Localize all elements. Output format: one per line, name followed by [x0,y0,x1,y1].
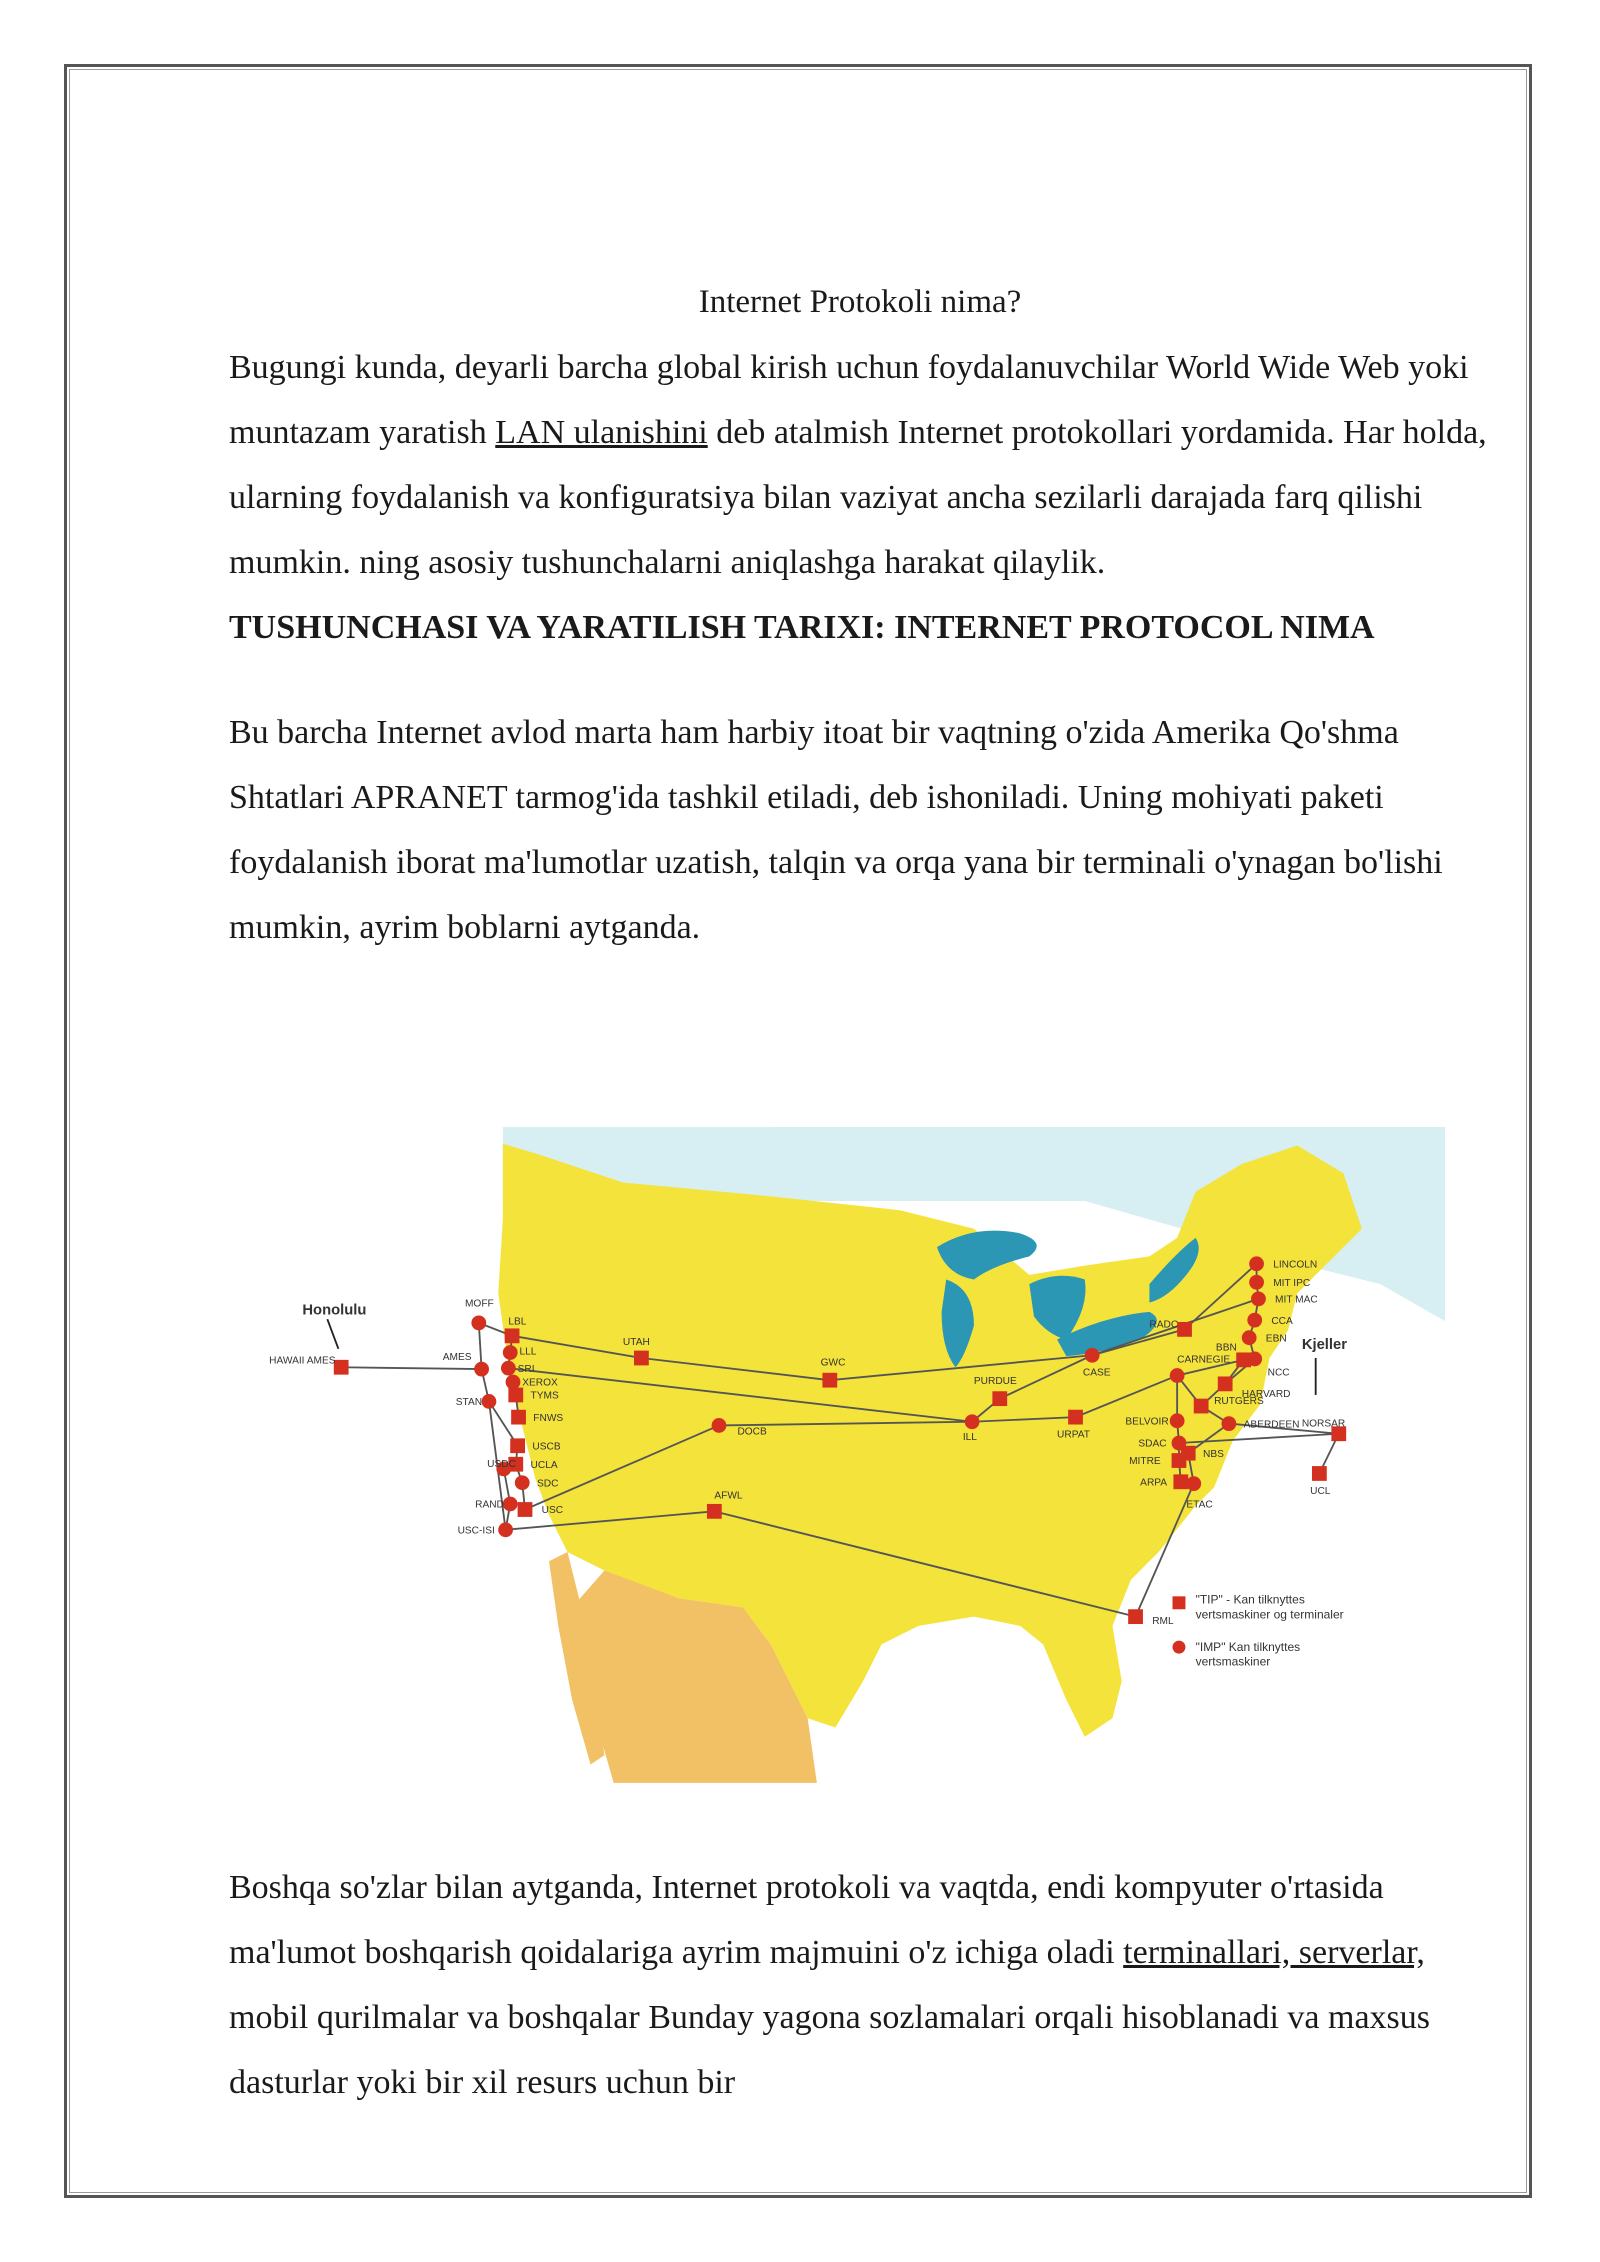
network-node [1221,1416,1236,1431]
node-label: MITRE [1129,1456,1161,1468]
node-label: SDC [537,1478,559,1490]
network-node [1251,1292,1266,1307]
node-label: RUTGERS [1214,1396,1264,1408]
node-label: LINCOLN [1273,1259,1318,1271]
closing-text-start: Boshqa so'zlar bilan aytganda, Internet protokoli va vaqtda, endi kompyuter o'rtasida ma'lumot boshqarish qoidalariga ayrim majmuini o'z ichiga oladi [229,1869,1384,1971]
terminals-servers-link[interactable]: terminallari, serverlar, [1123,1934,1425,1971]
network-node [1170,1413,1185,1428]
node-label: MIT IPC [1273,1277,1311,1289]
history-paragraph: Bu barcha Internet avlod marta ham harbiy itoat bir vaqtning o'zida Amerika Qo'shma Shtatlari APRANET tarmog'ida tashkil etiladi, deb ishoniladi. Uning mohiyati paketi foydalanish iborat ma'lumotlar uzatish, talqin va orqa yana bir terminali o'ynagan bo'lishi mumkin, ayrim boblarni aytganda. [229,714,1443,946]
intro-paragraph [229,335,1499,595]
network-node [1249,1275,1264,1290]
network-node [1177,1322,1192,1337]
page-title: Internet Protokoli nima? [698,284,1022,320]
network-node [510,1438,525,1453]
network-node [498,1522,513,1537]
node-label: MOFF [464,1298,494,1310]
node-label: ABERDEEN [1243,1419,1300,1431]
closing-text-end: mobil qurilmalar va boshqalar Bunday yagona sozlamalari orqali hisoblanadi va maxsus dasturlar yoki bir xil resurs uchun bir [229,1999,1431,2101]
closing-section [229,1855,1499,2115]
legend-imp-label: "IMP" Kan tilknyttes vertsmaskiner [1195,1639,1301,1669]
network-node [822,1373,837,1388]
node-label: TYMS [530,1390,559,1402]
network-node [515,1475,530,1490]
network-node [518,1502,533,1517]
node-label: RADC [1149,1319,1179,1331]
node-label: ILL [962,1432,977,1444]
node-label: HAWAII AMES [269,1355,336,1367]
network-node [992,1391,1007,1406]
closing-paragraph [229,1855,1499,2115]
lan-link[interactable]: LAN ulanishini [495,414,708,451]
legend-tip-label: "TIP" - Kan tilknyttes vertsmaskiner og terminaler [1195,1592,1344,1622]
node-label: UCLA [530,1459,558,1471]
network-node [1128,1609,1143,1624]
network-node [1218,1376,1233,1391]
network-node [707,1504,722,1519]
intro-text-end: deb atalmish Internet protokollari yordamida. Har holda, ularning foydalanish va konfiguratsiya bilan vaziyat ancha sezilarli darajada farq qilishi mumkin. ning asosiy tushunchalarni aniqlashga harakat qilaylik. [229,414,1487,581]
node-label: USCB [532,1441,561,1453]
node-label: SRI [517,1363,535,1375]
node-label: NBS [1202,1448,1224,1460]
network-node [965,1414,980,1429]
node-label: UCL [1310,1485,1331,1497]
node-label: MIT MAC [1275,1294,1318,1306]
network-node [334,1360,349,1375]
node-label: GWC [820,1357,846,1369]
node-label: AFWL [714,1490,743,1502]
network-node [1186,1476,1201,1491]
callout-kjeller: Kjeller [1301,1336,1347,1353]
network-node [1242,1330,1257,1345]
network-node [1173,1474,1188,1489]
legend-tip-square [1173,1596,1186,1609]
node-label: USC-ISI [457,1525,495,1537]
network-node [506,1375,521,1390]
network-link [341,1367,481,1369]
node-label: CCA [1271,1315,1293,1327]
node-label: PURDUE [973,1375,1017,1387]
node-label: HARVARD [1241,1388,1291,1400]
network-node [474,1362,489,1377]
node-label: ETAC [1186,1499,1213,1511]
legend-imp-circle [1173,1641,1186,1654]
network-node [1247,1313,1262,1328]
network-node [471,1316,486,1331]
network-node [503,1345,518,1360]
network-node [1085,1348,1100,1363]
node-label: EBN [1265,1333,1287,1345]
node-label: SDAC [1138,1438,1167,1450]
node-label: STAN [455,1397,483,1409]
network-node [1068,1410,1083,1425]
node-label: CASE [1082,1367,1111,1379]
node-label: CARNEGIE [1177,1354,1231,1366]
network-node [1247,1352,1262,1367]
node-label: NCC [1267,1367,1290,1379]
node-label: XEROX [522,1377,558,1389]
section-heading: TUSHUNCHASI VA YARATILISH TARIXI: INTERNET PROTOCOL NIMA [229,609,1375,646]
node-label: LLL [519,1346,537,1358]
network-node [503,1497,518,1512]
callout-honolulu: Honolulu [302,1302,367,1319]
node-label: DOCB [737,1426,767,1438]
node-label: BBN [1215,1342,1237,1354]
network-node [1170,1368,1185,1383]
network-node [1194,1399,1209,1414]
document-body [229,270,1499,960]
node-label: RML [1152,1616,1174,1628]
node-label: LBL [508,1316,527,1328]
network-node [508,1388,523,1403]
node-label: RAND [475,1499,504,1511]
node-label: NORSAR [1301,1418,1346,1430]
network-node [634,1351,649,1366]
node-label: FNWS [533,1412,564,1424]
network-node [501,1361,516,1376]
node-label: BELVOIR [1125,1416,1169,1428]
network-node [1312,1466,1327,1481]
node-label: ARPA [1140,1477,1168,1489]
node-label: USC [541,1505,564,1517]
node-label: USDC [487,1459,516,1471]
network-node [1181,1446,1196,1461]
node-label: AMES [442,1351,472,1363]
network-node [712,1418,727,1433]
node-label: URPAT [1057,1429,1090,1441]
network-node [505,1328,520,1343]
callout-honolulu-arrow [327,1319,338,1349]
network-node [1249,1256,1264,1271]
network-node [482,1394,497,1409]
network-node [511,1410,526,1425]
arpanet-map-figure [269,1100,1445,1810]
intro-text-start: Bugungi kunda, deyarli barcha global kirish uchun foydalanuvchilar World Wide Web yoki muntazam yaratish [229,349,1469,451]
node-label: UTAH [622,1337,650,1349]
arpanet-map [269,1100,1445,1810]
